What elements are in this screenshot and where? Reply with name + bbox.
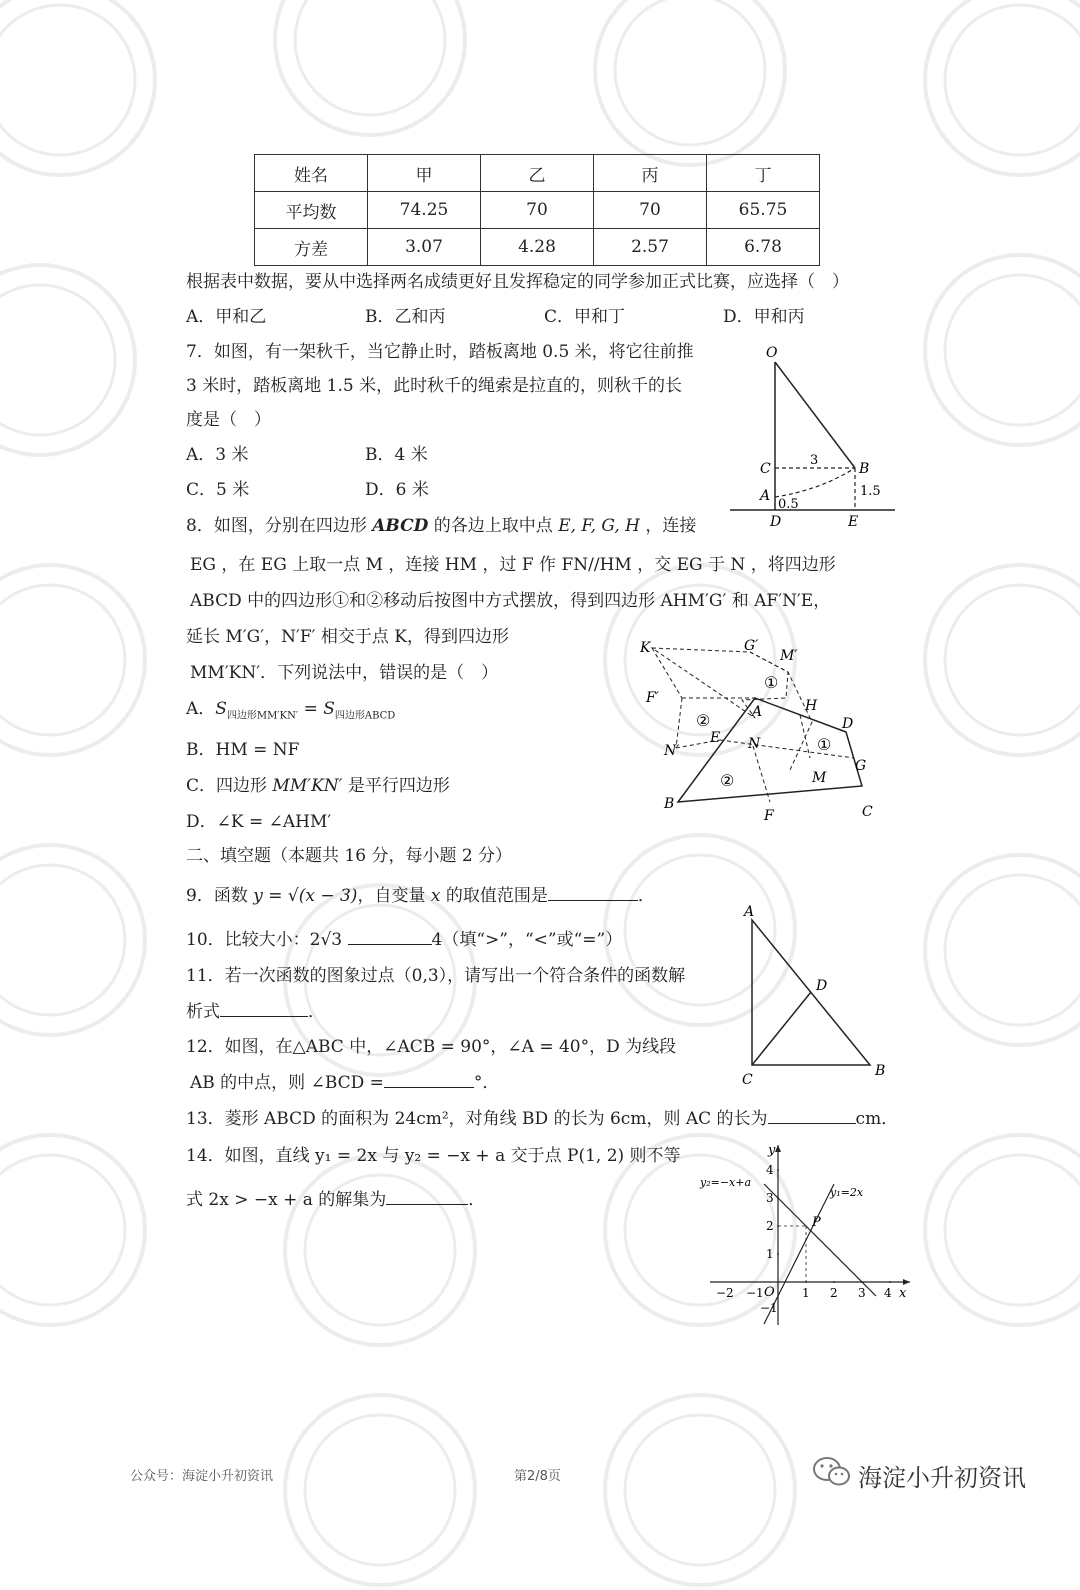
- wechat-icon: [812, 1455, 852, 1489]
- label-C: C: [760, 461, 771, 477]
- table-cell: 65.75: [707, 192, 820, 229]
- label-G1: G′: [744, 638, 759, 654]
- q8-text: 8．如图，分别在四边形: [186, 516, 373, 536]
- q13-text: 13．菱形 ABCD 的面积为 24cm²，对角线 BD 的长为 6cm，则 AC 的长为: [186, 1109, 768, 1129]
- q8-line: MM′KN′．下列说法中，错误的是（ ）: [190, 663, 499, 683]
- q10-text: 10．比较大小：: [186, 930, 310, 950]
- table-header: 姓名: [255, 155, 368, 192]
- tick-x: −2: [716, 1286, 734, 1300]
- q7-option-c: C．5 米: [186, 480, 250, 500]
- q11-text: 析式: [186, 1002, 220, 1022]
- footer-page-number: 第2/8页: [514, 1469, 561, 1484]
- label-D: D: [770, 514, 782, 530]
- tick-y: 4: [766, 1163, 774, 1177]
- q11-line: [186, 1000, 325, 1023]
- q9-text: x: [430, 886, 441, 906]
- score-table: [254, 154, 820, 266]
- tick-x: 3: [858, 1286, 866, 1300]
- q7-option-d: D．6 米: [365, 480, 429, 500]
- watermark-stamp: [920, 1130, 1080, 1330]
- q14-text: ．: [468, 1190, 486, 1210]
- label-B: B: [664, 796, 675, 812]
- label-C: C: [742, 1072, 753, 1088]
- q8-option-b: B．HM = NF: [186, 740, 300, 760]
- q8-text: 是平行四边形: [342, 776, 450, 796]
- q6-stem: 根据表中数据，要从中选择两名成绩更好且发挥稳定的同学参加正式比赛，应选择（ ）: [186, 272, 849, 292]
- q8-text: = S: [298, 699, 335, 719]
- watermark-stamp: [920, 0, 1080, 180]
- label-M: M: [812, 770, 827, 786]
- label-G: G: [855, 758, 867, 774]
- quadrilateral-figure: [640, 630, 880, 830]
- label-region-2-bottom: ②: [720, 771, 735, 790]
- q8-line: ABCD 中的四边形①和②移动后按图中方式摆放，得到四边形 AHM′G′ 和 AF′N′E，: [190, 591, 831, 611]
- q14-line: 14．如图，直线 y₁ = 2x 与 y₂ = −x + a 交于点 P(1, 2) 则不等: [186, 1146, 681, 1166]
- q8-line: 延长 M′G′，N′F′ 相交于点 K，得到四边形: [186, 627, 510, 647]
- label-F: F: [764, 808, 774, 824]
- label-region-1-right: ①: [817, 735, 832, 754]
- table-cell: 3.07: [368, 229, 481, 266]
- label-D: D: [842, 716, 854, 732]
- q14-text: 式 2x > −x + a 的解集为: [186, 1190, 387, 1210]
- label-A: A: [744, 904, 755, 920]
- table-header: 乙: [481, 155, 594, 192]
- label-B: B: [875, 1063, 886, 1079]
- swing-figure: [720, 340, 900, 530]
- label-C: C: [862, 804, 873, 820]
- watermark-stamp: [920, 250, 1080, 450]
- answer-blank: [220, 1000, 308, 1017]
- q9-text: 的取值范围是: [440, 886, 548, 906]
- watermark-stamp: [0, 260, 140, 460]
- point-P-label: P: [812, 1215, 821, 1230]
- answer-blank: [384, 1071, 474, 1088]
- q8-line: [186, 515, 696, 537]
- watermark-stamp: [590, 0, 790, 170]
- label-N1: N′: [664, 743, 680, 759]
- table-row: [255, 192, 820, 229]
- watermark-stamp: [0, 0, 160, 180]
- q9-text: ，自变量: [357, 886, 431, 906]
- watermark-stamp: [600, 1390, 800, 1590]
- q6-option-b: B．乙和丙: [365, 307, 446, 327]
- table-cell: 方差: [255, 229, 368, 266]
- q9-line: [186, 884, 655, 907]
- q10-text: 4（填“>”，“<”或“=”）: [431, 930, 623, 950]
- answer-blank: [348, 928, 432, 945]
- q11-text: ．: [308, 1002, 325, 1022]
- watermark-stamp: [280, 1150, 480, 1350]
- tick-y: 3: [766, 1191, 774, 1205]
- answer-blank: [548, 884, 638, 901]
- q8-option-c: [186, 775, 450, 797]
- q8-text: E, F, G, H: [558, 516, 640, 536]
- q6-option-a: A．甲和乙: [186, 307, 267, 327]
- tick-y: 2: [766, 1219, 774, 1233]
- coordinate-graph-figure: [700, 1140, 915, 1330]
- tick-x: 1: [802, 1286, 810, 1300]
- label-A: A: [752, 704, 763, 720]
- q12-line: [190, 1071, 499, 1094]
- table-header: 丁: [707, 155, 820, 192]
- watermark-stamp: [0, 840, 150, 1040]
- q8-text: A．: [186, 699, 216, 719]
- q8-text: ABCD: [372, 516, 429, 536]
- watermark-stamp: [280, 1390, 480, 1590]
- q6-option-c: C．甲和丁: [544, 307, 626, 327]
- tick-y: 1: [766, 1247, 774, 1261]
- label-O: O: [766, 345, 778, 361]
- label-H: H: [805, 698, 818, 714]
- table-cell: 74.25: [368, 192, 481, 229]
- q7-line: 7．如图，有一架秋千，当它静止时，踏板离地 0.5 米，将它往前推: [186, 342, 694, 362]
- table-row: [255, 229, 820, 266]
- tick-x: 2: [830, 1286, 838, 1300]
- watermark-stamp: [920, 850, 1080, 1050]
- q8-text: S: [215, 699, 227, 719]
- label-K: K: [640, 640, 651, 656]
- table-cell: 70: [594, 192, 707, 229]
- watermark-stamp: [0, 1130, 150, 1330]
- q7-option-b: B．4 米: [365, 445, 428, 465]
- label-N: N: [748, 736, 761, 752]
- line2-label: y₂=−x+a: [700, 1176, 752, 1189]
- table-header-row: [255, 155, 820, 192]
- q10-expr: 2√3: [309, 930, 343, 950]
- table-cell: 2.57: [594, 229, 707, 266]
- answer-blank: [768, 1107, 856, 1124]
- label-len3: 3: [810, 453, 819, 468]
- label-len05: 0.5: [778, 497, 799, 512]
- label-D: D: [816, 978, 828, 994]
- q9-expr: y = √(x − 3): [253, 886, 358, 906]
- tick-y: −1: [760, 1301, 778, 1315]
- table-cell: 70: [481, 192, 594, 229]
- q11-line: 11．若一次函数的图象过点（0,3），请写出一个符合条件的函数解: [186, 966, 686, 986]
- tick-x: −1: [746, 1286, 764, 1300]
- label-E: E: [848, 514, 859, 530]
- brand-name: 海淀小升初资讯: [858, 1464, 1026, 1492]
- q14-line: [186, 1188, 485, 1211]
- q8-text: MM′KN′: [272, 776, 343, 796]
- q8-text: 四边形ABCD: [334, 710, 396, 722]
- q8-option-d: D．∠K = ∠AHM′: [186, 812, 332, 832]
- watermark-stamp: [0, 560, 150, 760]
- right-triangle-figure: [730, 900, 900, 1090]
- q8-option-a: [186, 698, 395, 727]
- q8-text: 的各边上取中点: [428, 516, 559, 536]
- origin-label: O: [764, 1285, 775, 1300]
- label-region-1-top: ①: [764, 673, 779, 692]
- table-header: 甲: [368, 155, 481, 192]
- q13-line: [186, 1107, 898, 1130]
- q7-line: 度是（ ）: [186, 410, 271, 430]
- line1-label: y₁=2x: [830, 1186, 864, 1199]
- q8-text: ，连接: [639, 516, 697, 536]
- footer-account: 公众号：海淀小升初资讯: [130, 1469, 274, 1484]
- answer-blank: [386, 1188, 468, 1205]
- watermark-stamp: [270, 0, 470, 140]
- label-A: A: [760, 488, 771, 504]
- label-region-2-left: ②: [696, 711, 711, 730]
- q10-line: [186, 928, 622, 951]
- q8-text: C．四边形: [186, 776, 273, 796]
- q12-text: °．: [473, 1073, 500, 1093]
- table-cell: 6.78: [707, 229, 820, 266]
- q6-option-d: D．甲和丙: [723, 307, 805, 327]
- section-heading: 二、填空题（本题共 16 分，每小题 2 分）: [186, 846, 513, 866]
- axis-x-label: x: [899, 1286, 907, 1301]
- q12-line: 12．如图，在△ABC 中，∠ACB = 90°，∠A = 40°，D 为线段: [186, 1037, 677, 1057]
- table-header: 丙: [594, 155, 707, 192]
- tick-x: 4: [884, 1286, 892, 1300]
- q8-text: 四边形MM′KN′: [226, 710, 299, 722]
- label-F1: F′: [646, 690, 659, 706]
- label-E: E: [710, 730, 721, 746]
- q7-line: 3 米时，踏板离地 1.5 米，此时秋千的绳索是拉直的，则秋千的长: [186, 376, 683, 396]
- q9-text: ．: [637, 886, 655, 906]
- label-len15: 1.5: [860, 484, 881, 499]
- q9-text: 9．函数: [186, 886, 254, 906]
- q8-line: EG ，在 EG 上取一点 M ，连接 HM ，过 F 作 FN//HM ，交 EG 于 N ，将四边形: [190, 555, 836, 575]
- table-cell: 平均数: [255, 192, 368, 229]
- table-cell: 4.28: [481, 229, 594, 266]
- label-M1: M′: [780, 648, 798, 664]
- q13-text: cm．: [855, 1109, 899, 1129]
- q7-option-a: A．3 米: [186, 445, 249, 465]
- label-B: B: [859, 461, 870, 477]
- watermark-stamp: [920, 560, 1080, 760]
- q12-text: AB 的中点，则 ∠BCD =: [190, 1073, 384, 1093]
- axis-y-label: y: [768, 1143, 776, 1158]
